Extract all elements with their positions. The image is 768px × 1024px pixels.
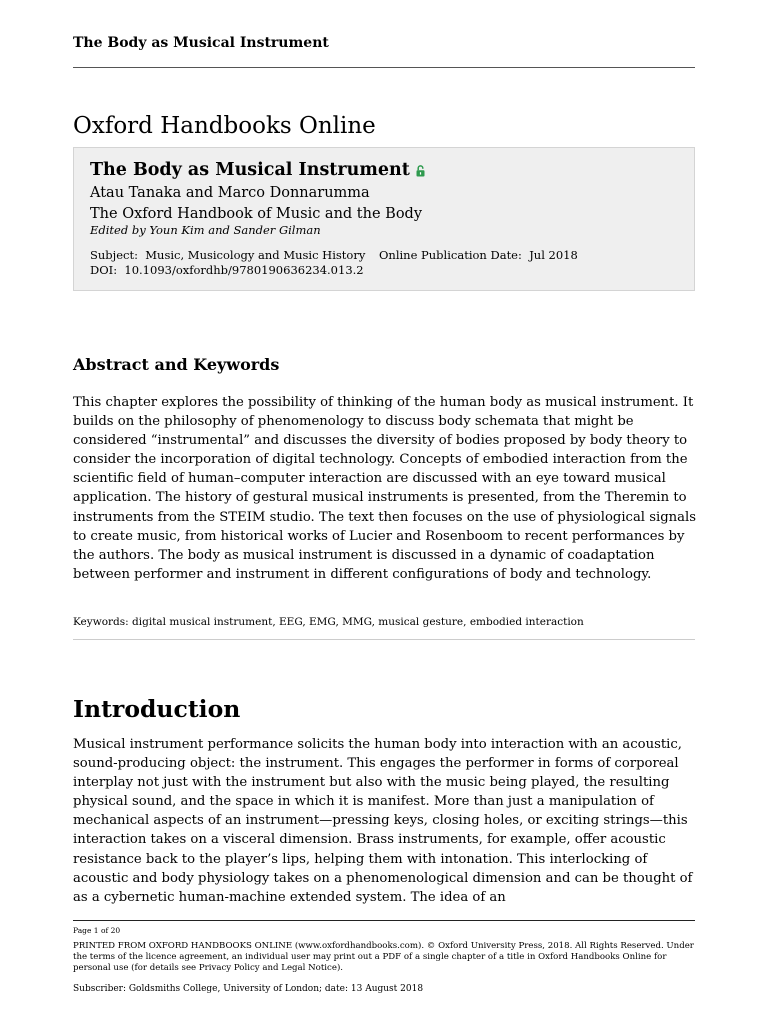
header-divider — [73, 67, 695, 68]
article-title: The Body as Musical Instrument — [90, 160, 410, 180]
subject-and-date-line — [90, 247, 578, 263]
print-notice: PRINTED FROM OXFORD HANDBOOKS ONLINE (www.oxfordhandbooks.com). © Oxford University Press, 2018. All Rights Reserved. Under the terms of the licence agreement, an individual user may print out a PDF of a single chapter of a title in Oxford Handbooks Online for personal use (for details see Privacy Policy and Legal Notice). — [73, 941, 694, 973]
abstract-divider — [73, 639, 695, 640]
introduction-text: Musical instrument performance solicits the human body into interaction with an acoustic, sound-producing object: the instrument. This engages the performer in forms of corporeal interplay not just with the instrument but also with the music being played, the resulting physical sound, and the space in which it is manifest. More than just a manipulation of mechanical aspects of an instrument—pressing keys, closing holes, or exciting strings—this interaction takes on a visceral dimension. Brass instruments, for example, offer acoustic resistance back to the player’s lips, helping them with intonation. This interlocking of acoustic and body physiology takes on a phenomenological dimension and can be thought of as a cybernetic human-machine extended system. The idea of an — [73, 737, 693, 905]
page-number: Page 1 of 20 — [73, 926, 121, 935]
pub-date-label: Online Publication Date: — [378, 248, 522, 262]
doi-value: 10.1093/oxfordhb/9780190636234.013.2 — [124, 263, 364, 277]
document-page — [73, 0, 695, 1024]
subscriber-line: Subscriber: Goldsmiths College, University of London; date: 13 August 2018 — [73, 984, 424, 994]
doi-label: DOI: — [90, 263, 118, 277]
doi-line — [90, 262, 364, 278]
open-lock-icon — [416, 160, 425, 184]
site-title: Oxford Handbooks Online — [73, 113, 376, 139]
subject-value: Music, Musicology and Music History — [145, 248, 366, 262]
abstract-text: This chapter explores the possibility of thinking of the human body as musical instrument. It builds on the philosophy of phenomenology to discuss body schemata that might be considered “instrumental” and discusses the diversity of bodies proposed by body theory to consider the incorporation of digital technology. Concepts of embodied interaction from the scientific field of human–computer interaction are discussed with an eye toward musical application. The history of gestural musical instruments is presented, from the Theremin to instruments from the STEIM studio. The text then focuses on the use of physiological signals to create music, from historical works of Lucier and Rosenboom to recent performances by the authors. The body as musical instrument is discussed in a dynamic of coadaptation between performer and instrument in different configurations of body and technology. — [73, 395, 696, 582]
abstract-heading: Abstract and Keywords — [73, 355, 280, 374]
pub-date-value: Jul 2018 — [529, 248, 578, 262]
book-title: The Oxford Handbook of Music and the Body — [90, 206, 423, 222]
subject-label: Subject: — [90, 248, 138, 262]
running-header-title: The Body as Musical Instrument — [73, 35, 329, 51]
book-editors: Edited by Youn Kim and Sander Gilman — [90, 223, 321, 237]
introduction-heading: Introduction — [73, 695, 241, 723]
article-title-line — [90, 158, 425, 184]
keywords-line: Keywords: digital musical instrument, EEG, EMG, MMG, musical gesture, embodied interaction — [73, 616, 584, 628]
article-authors: Atau Tanaka and Marco Donnarumma — [90, 185, 370, 201]
footer-divider — [73, 920, 695, 921]
